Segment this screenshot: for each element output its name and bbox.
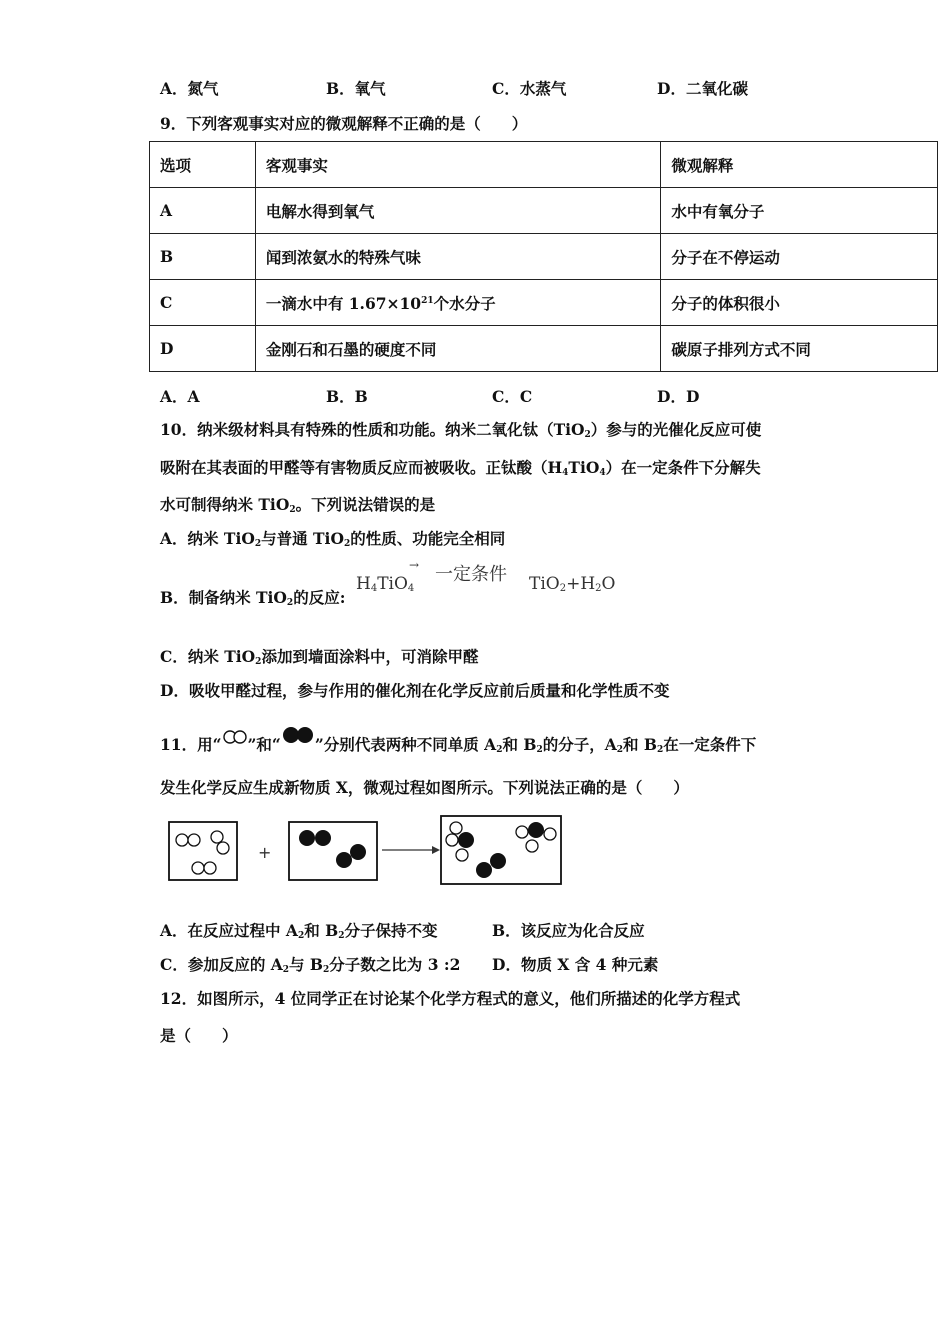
text: +H <box>566 574 596 594</box>
subscript: 2 <box>595 583 602 594</box>
text: 和 B <box>502 735 537 754</box>
table-cell-explanation: 碳原子排列方式不同 <box>661 326 938 372</box>
table-cell-fact <box>255 280 661 326</box>
text: B．制备纳米 TiO <box>160 588 287 607</box>
a2-molecules <box>176 831 229 874</box>
q9-option-d: D．D <box>657 387 700 406</box>
q10-stem-line1 <box>160 418 761 440</box>
text: 的反应: <box>293 588 346 607</box>
subscript: 2 <box>536 745 543 755</box>
q10-option-d: D．吸收甲醛过程，参与作用的催化剂在化学反应前后质量和化学性质不变 <box>160 681 670 700</box>
text: 11．用“ <box>160 735 222 754</box>
text: ）参与的光催化反应可使 <box>590 420 762 439</box>
table-cell-option: A <box>150 188 256 234</box>
text: 。下列说法错误的是 <box>295 495 436 514</box>
equation-reactant <box>356 574 414 594</box>
text: 的分子，A <box>542 735 617 754</box>
subscript: 2 <box>584 430 591 440</box>
text: C．参加反应的 A <box>160 955 283 974</box>
q8-option-c: C．水蒸气 <box>492 79 567 98</box>
text: 和 B <box>304 921 339 940</box>
q10-option-c <box>160 645 478 667</box>
q11-option-b: B．该反应为化合反应 <box>492 921 645 940</box>
table-cell-option: D <box>150 326 256 372</box>
text: TiO <box>529 574 560 594</box>
subscript: 2 <box>657 745 664 755</box>
table-row <box>150 188 938 234</box>
table-row <box>150 234 938 280</box>
text: 10．纳米级材料具有特殊的性质和功能。纳米二氧化钛（TiO <box>160 420 585 439</box>
text: H <box>356 574 371 594</box>
q12-stem-line1: 12．如图所示，4 位同学正在讨论某个化学方程式的意义，他们所描述的化学方程式 <box>160 989 741 1008</box>
text: C．纳米 TiO <box>160 647 256 666</box>
table-cell-option: C <box>150 280 256 326</box>
x-molecules <box>446 822 556 878</box>
white-molecule-icon <box>222 729 248 745</box>
q11-stem-line2: 发生化学反应生成新物质 X，微观过程如图所示。下列说法正确的是（ ） <box>160 778 689 797</box>
subscript: 4 <box>562 468 569 478</box>
text: 分子数之比为 3 :2 <box>329 955 461 974</box>
text: TiO <box>568 458 600 477</box>
arrow-head-icon <box>432 846 440 854</box>
text: 的性质、功能完全相同 <box>350 529 506 548</box>
text: 与 B <box>289 955 324 974</box>
subscript: 4 <box>370 583 378 594</box>
b2-molecules <box>299 830 366 868</box>
q10-option-a <box>160 527 505 549</box>
q11-option-c <box>160 953 460 975</box>
text: 与普通 TiO <box>261 529 344 548</box>
subscript: 2 <box>343 539 351 549</box>
subscript: 2 <box>616 745 624 755</box>
text: TiO <box>377 574 408 594</box>
text: ”和“ <box>247 735 281 754</box>
q11-stem-line1 <box>160 725 756 755</box>
text: 在一定条件下 <box>663 735 757 754</box>
plus-sign: + <box>258 843 272 862</box>
fact-text: 个水分子 <box>433 293 496 313</box>
text: 和 B <box>623 735 658 754</box>
reaction-diagram <box>160 812 570 890</box>
q12-stem-line2: 是（ ） <box>160 1026 238 1045</box>
text: ）在一定条件下分解失 <box>605 458 761 477</box>
text: O <box>601 574 616 594</box>
equation-products <box>529 574 615 594</box>
table-cell-explanation: 分子的体积很小 <box>661 280 938 326</box>
table-row <box>150 326 938 372</box>
table-header-row <box>150 142 938 188</box>
subscript: 4 <box>599 468 606 478</box>
q8-option-b: B．氧气 <box>326 79 386 98</box>
q9-option-b: B．B <box>326 387 368 406</box>
table-row <box>150 280 938 326</box>
text: 水可制得纳米 TiO <box>160 495 290 514</box>
q9-stem: 9．下列客观事实对应的微观解释不正确的是（ ） <box>160 114 528 133</box>
q10-stem-line2 <box>160 456 761 478</box>
q9-option-c: C．C <box>492 387 533 406</box>
table-cell-fact: 金刚石和石墨的硬度不同 <box>255 326 661 372</box>
black-molecule-icon <box>281 725 315 745</box>
table-cell-explanation: 水中有氧分子 <box>661 188 938 234</box>
q9-table <box>149 141 938 372</box>
q8-option-d: D．二氧化碳 <box>657 79 748 98</box>
table-header-cell: 选项 <box>150 142 256 188</box>
table-header-cell: 微观解释 <box>661 142 938 188</box>
subscript: 2 <box>323 965 330 975</box>
superscript: 21 <box>421 295 434 306</box>
text: A．纳米 TiO <box>160 529 255 548</box>
q8-option-a: A．氮气 <box>160 79 219 98</box>
subscript: 2 <box>254 539 262 549</box>
table-cell-fact: 电解水得到氧气 <box>255 188 661 234</box>
subscript: 2 <box>338 931 345 941</box>
table-header-cell: 客观事实 <box>255 142 661 188</box>
fact-text: 一滴水中有 1.67×10 <box>265 293 422 313</box>
table-cell-option: B <box>150 234 256 280</box>
q10-stem-line3 <box>160 493 435 515</box>
q9-option-a: A．A <box>160 387 200 406</box>
subscript: 2 <box>255 657 262 667</box>
subscript: 2 <box>559 583 567 594</box>
subscript: 2 <box>286 598 294 608</box>
q11-option-d: D．物质 X 含 4 种元素 <box>492 955 659 974</box>
subscript: 4 <box>407 583 415 594</box>
equation-condition: 一定条件 <box>435 564 507 585</box>
subscript: 2 <box>496 745 503 755</box>
table-cell-explanation: 分子在不停运动 <box>661 234 938 280</box>
q10-option-b <box>160 586 345 608</box>
q11-option-a <box>160 919 438 941</box>
table-cell-fact: 闻到浓氨水的特殊气味 <box>255 234 661 280</box>
text: ”分别代表两种不同单质 A <box>314 735 497 754</box>
arrow-icon: → <box>409 558 420 572</box>
text: 吸附在其表面的甲醛等有害物质反应而被吸收。正钛酸（H <box>160 458 563 477</box>
subscript: 2 <box>297 931 305 941</box>
text: 添加到墙面涂料中，可消除甲醛 <box>261 647 479 666</box>
text: 分子保持不变 <box>344 921 438 940</box>
text: A．在反应过程中 A <box>160 921 298 940</box>
subscript: 2 <box>289 505 296 515</box>
subscript: 2 <box>282 965 290 975</box>
